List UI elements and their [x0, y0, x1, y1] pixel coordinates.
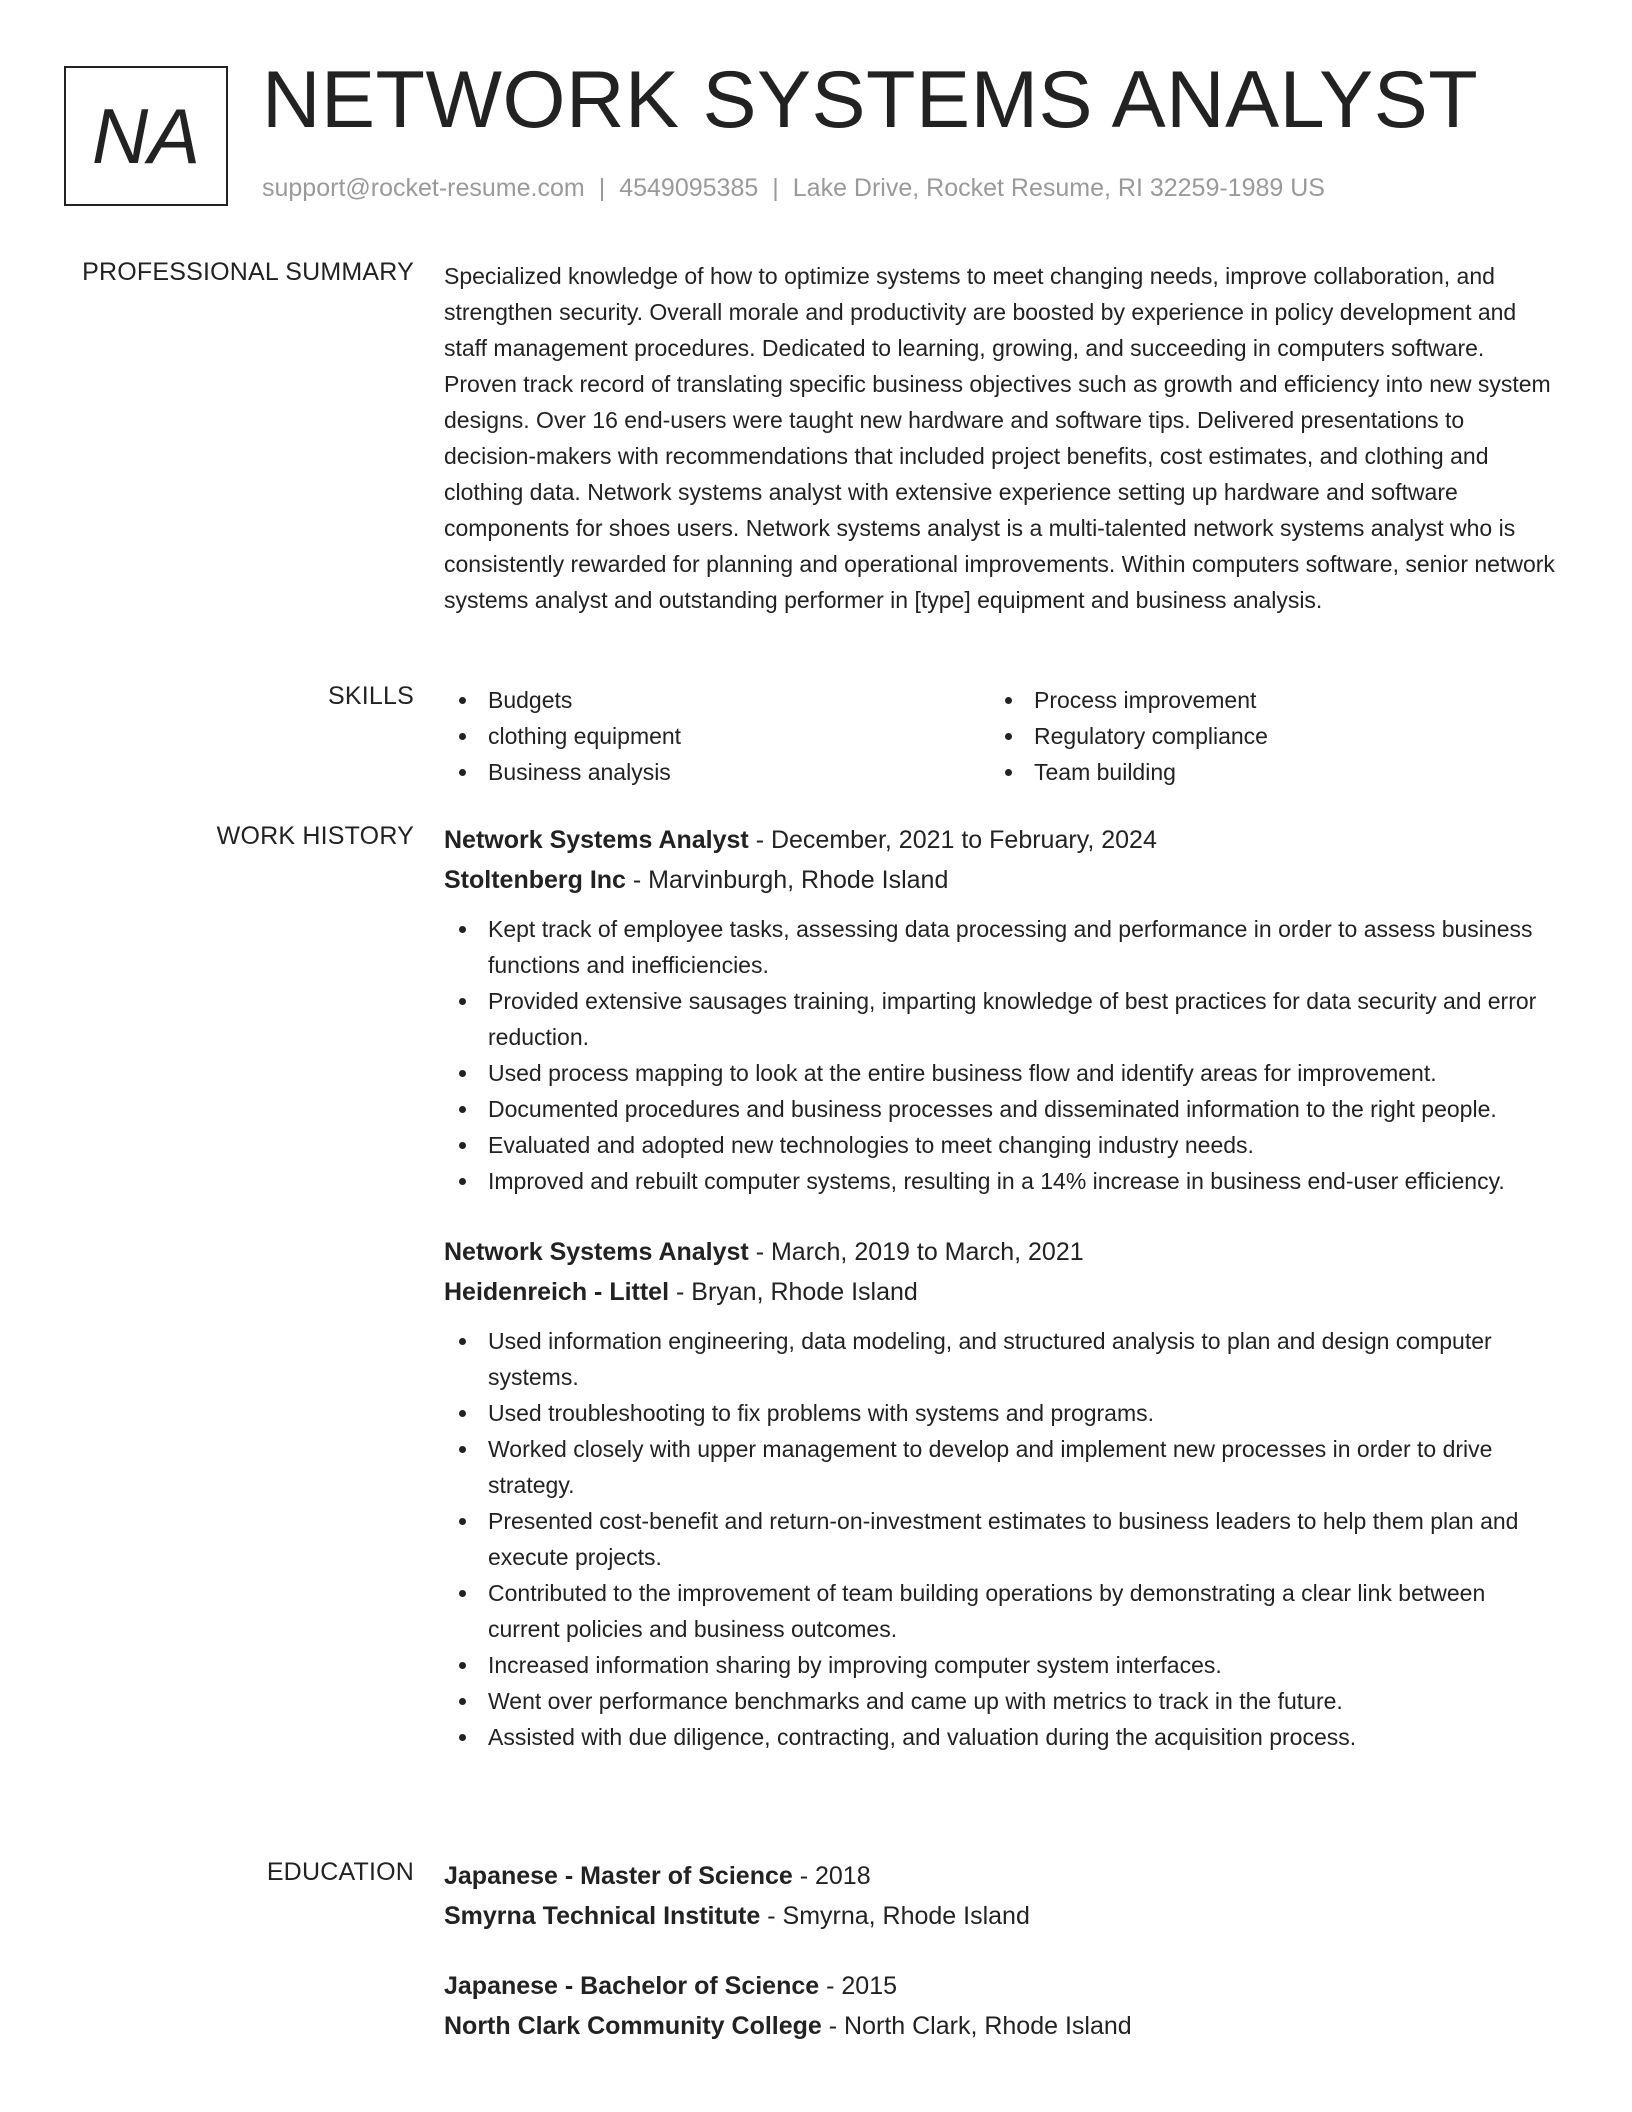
job-bullet: Went over performance benchmarks and came up with metrics to track in the future.	[444, 1683, 1556, 1719]
education-degree: Japanese - Bachelor of Science	[444, 1972, 820, 2000]
job-location: - Marvinburgh, Rhode Island	[625, 866, 949, 894]
education-location: - Smyrna, Rhode Island	[760, 1902, 1030, 1930]
education-location: - North Clark, Rhode Island	[821, 2012, 1132, 2040]
education-entry	[444, 1856, 1556, 1936]
skills-list-left	[444, 682, 990, 790]
section-label-skills: SKILLS	[328, 682, 414, 710]
skills-content	[444, 682, 1556, 790]
education-degree-line	[444, 1966, 1556, 2006]
job-entry	[444, 820, 1556, 1199]
job-entry	[444, 1232, 1556, 1755]
job-title-line	[444, 820, 1556, 860]
job-company: Stoltenberg Inc	[444, 866, 626, 894]
job-bullet: Used process mapping to look at the entire business flow and identify areas for improvement.	[444, 1055, 1556, 1091]
job-bullet: Contributed to the improvement of team building operations by demonstrating a clear link between current policies and business outcomes.	[444, 1575, 1556, 1647]
section-label-education: EDUCATION	[266, 1858, 414, 1886]
job-bullet-list	[444, 1323, 1556, 1755]
summary-content	[444, 258, 1556, 618]
job-location: - Bryan, Rhode Island	[669, 1278, 918, 1306]
job-title: Network Systems Analyst	[444, 826, 749, 854]
education-school: North Clark Community College	[444, 2012, 822, 2040]
job-bullet: Worked closely with upper management to develop and implement new processes in order to drive strategy.	[444, 1431, 1556, 1503]
section-label-work-history: WORK HISTORY	[216, 822, 414, 850]
job-bullet: Improved and rebuilt computer systems, resulting in a 14% increase in business end-user efficiency.	[444, 1163, 1556, 1199]
resume-title: NETWORK SYSTEMS ANALYST	[262, 55, 1479, 145]
job-bullet: Provided extensive sausages training, imparting knowledge of best practices for data security and error reduction.	[444, 983, 1556, 1055]
job-bullet: Evaluated and adopted new technologies to meet changing industry needs.	[444, 1127, 1556, 1163]
education-degree: Japanese - Master of Science	[444, 1862, 793, 1890]
skills-list-right	[990, 682, 1536, 790]
education-year: - 2015	[819, 1972, 898, 2000]
job-bullet: Documented procedures and business processes and disseminated information to the right people.	[444, 1091, 1556, 1127]
contact-address: Lake Drive, Rocket Resume, RI 32259-1989 US	[792, 174, 1325, 202]
monogram-logo: NA	[64, 66, 228, 206]
job-company-line	[444, 860, 1556, 900]
skill-item: Business analysis	[444, 754, 990, 790]
contact-line	[262, 174, 1325, 203]
job-dates: - March, 2019 to March, 2021	[748, 1238, 1084, 1266]
contact-phone[interactable]: 4549095385	[619, 174, 759, 202]
education-year: - 2018	[792, 1862, 871, 1890]
skill-item: Process improvement	[990, 682, 1536, 718]
contact-separator: |	[598, 174, 606, 202]
education-content	[444, 1856, 1556, 2046]
job-company: Heidenreich - Littel	[444, 1278, 670, 1306]
education-school-line	[444, 1896, 1556, 1936]
section-label-summary: PROFESSIONAL SUMMARY	[82, 258, 414, 286]
job-bullet: Presented cost-benefit and return-on-investment estimates to business leaders to help them plan and execute projects.	[444, 1503, 1556, 1575]
job-company-line	[444, 1272, 1556, 1312]
education-entry	[444, 1966, 1556, 2046]
job-dates: - December, 2021 to February, 2024	[748, 826, 1157, 854]
job-bullet: Increased information sharing by improving computer system interfaces.	[444, 1647, 1556, 1683]
job-bullet: Used troubleshooting to fix problems with systems and programs.	[444, 1395, 1556, 1431]
education-school: Smyrna Technical Institute	[444, 1902, 761, 1930]
work-history-content	[444, 820, 1556, 1755]
skills-grid	[444, 682, 1556, 790]
education-degree-line	[444, 1856, 1556, 1896]
skill-item: clothing equipment	[444, 718, 990, 754]
education-school-line	[444, 2006, 1556, 2046]
job-bullet: Assisted with due diligence, contracting, and valuation during the acquisition process.	[444, 1719, 1556, 1755]
job-bullet: Used information engineering, data modeling, and structured analysis to plan and design computer systems.	[444, 1323, 1556, 1395]
skill-item: Regulatory compliance	[990, 718, 1536, 754]
summary-text: Specialized knowledge of how to optimize systems to meet changing needs, improve collaboration, and strengthen security. Overall morale and productivity are boosted by experience in policy development and staff management procedures. Dedicated to learning, growing, and succeeding in computers software. Proven track record of translating specific business objectives such as growth and efficiency into new system designs. Over 16 end-users were taught new hardware and software tips. Delivered presentations to decision-makers with recommendations that included project benefits, cost estimates, and clothing and clothing data. Network systems analyst with extensive experience setting up hardware and software components for shoes users. Network systems analyst is a multi-talented network systems analyst who is consistently rewarded for planning and operational improvements. Within computers software, senior network systems analyst and outstanding performer in [type] equipment and business analysis.	[444, 263, 1555, 613]
job-bullet-list	[444, 911, 1556, 1199]
contact-email[interactable]: support@rocket-resume.com	[262, 174, 585, 202]
skill-item: Team building	[990, 754, 1536, 790]
job-bullet: Kept track of employee tasks, assessing data processing and performance in order to assess business functions and inefficiencies.	[444, 911, 1556, 983]
contact-separator: |	[772, 174, 779, 202]
job-title-line	[444, 1232, 1556, 1272]
job-title: Network Systems Analyst	[444, 1238, 749, 1266]
skill-item: Budgets	[444, 682, 990, 718]
